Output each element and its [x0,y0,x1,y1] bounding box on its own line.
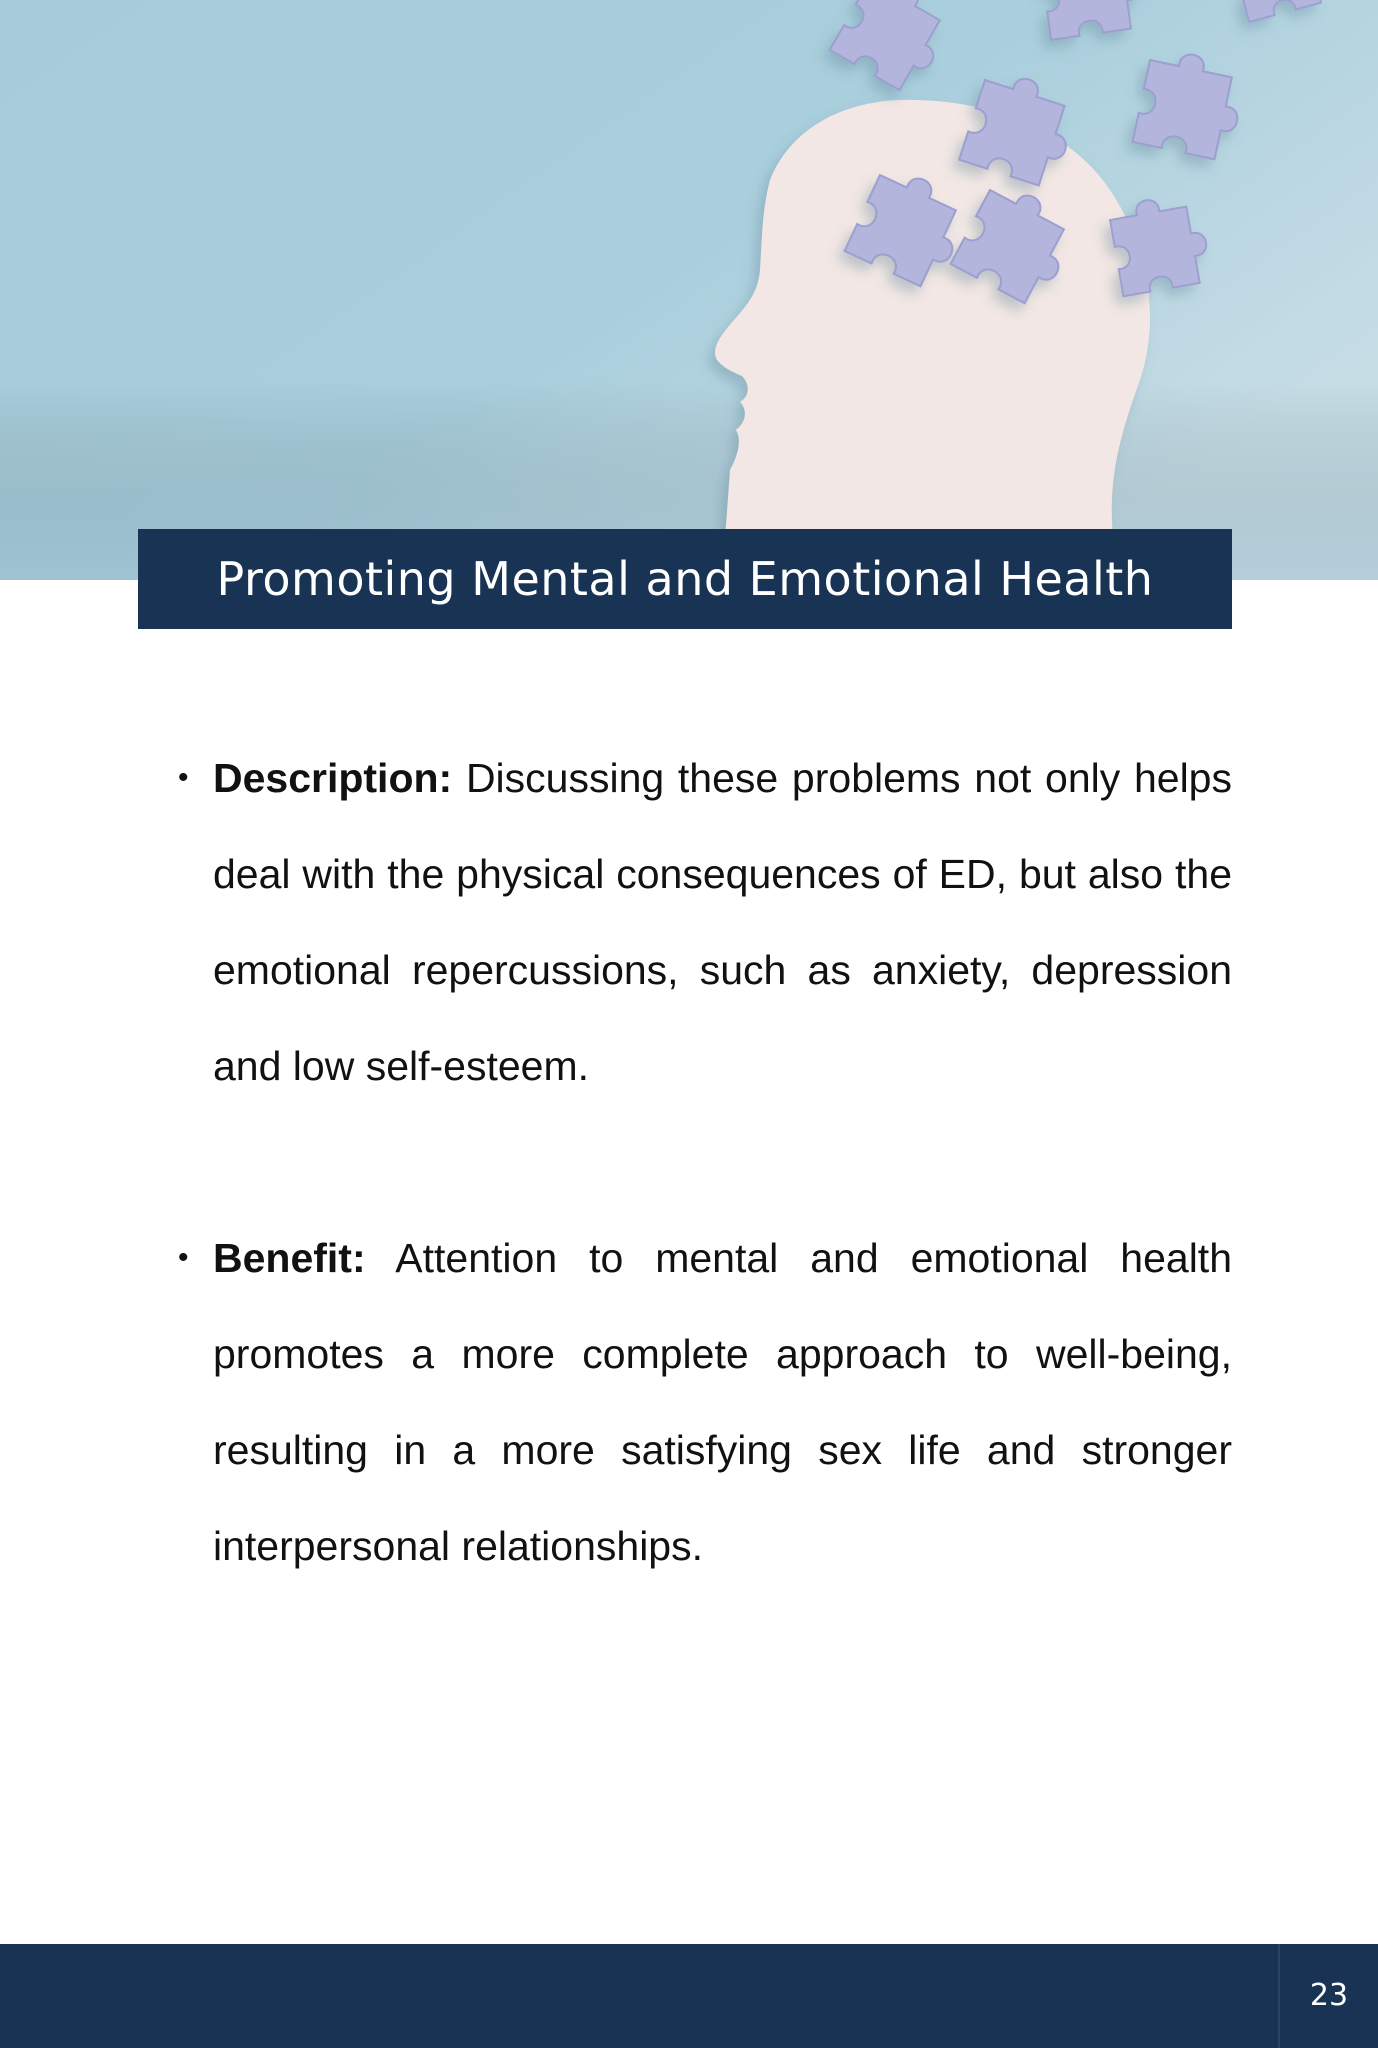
list-item-benefit [175,1210,1232,1594]
bullet-text: Discussing these problems not only helps deal with the physical consequences of ED, but also the emotional repercussions, such as anxiety, depression and low self-esteem. [213,755,1232,1089]
bullet-icon: • [178,761,189,794]
bullet-label: Description: [213,755,453,801]
list-item-description [175,730,1232,1114]
head-puzzle-illustration [0,0,1378,580]
head-silhouette [715,100,1150,580]
title-banner [138,529,1232,629]
bullet-text: Attention to mental and emotional health promotes a more complete approach to well-being, resulting in a more satisfying sex life and stronger interpersonal relationships. [213,1235,1232,1569]
bullet-list [175,730,1232,1690]
header-image [0,0,1378,580]
footer-bar [0,1944,1378,2048]
bullet-icon: • [178,1241,189,1274]
page-title: Promoting Mental and Emotional Health [216,552,1154,606]
page-number: 23 [1309,1978,1349,2013]
bullet-label: Benefit: [213,1235,366,1281]
